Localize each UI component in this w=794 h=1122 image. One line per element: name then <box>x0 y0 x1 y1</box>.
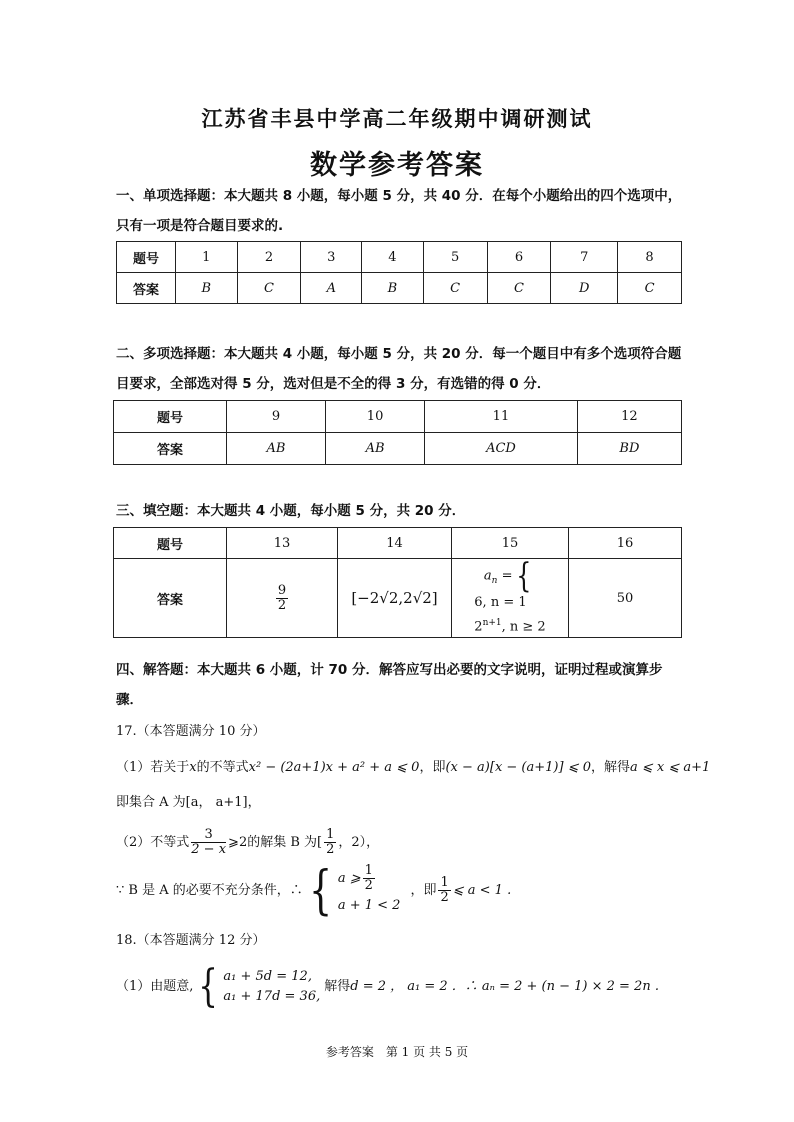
table-cell: 10 <box>326 401 425 433</box>
table-cell: 答案 <box>114 559 227 638</box>
fraction-denominator: 2 <box>364 877 373 893</box>
q18-p1-solve: 解得 <box>324 979 351 994</box>
piecewise-cases <box>474 593 545 637</box>
case-2-base: 2 <box>474 619 483 635</box>
table-cell: C <box>423 273 487 304</box>
left-brace: { <box>516 556 532 596</box>
q17-p4-prefix: ∵ B 是 A 的必要不充分条件，∴ <box>116 883 303 898</box>
table-cell: [−2√2,2√2] <box>338 559 452 638</box>
condition-1-lhs: a ⩾ <box>337 870 361 886</box>
q17-part2 <box>116 826 706 860</box>
table-cell: C <box>237 273 301 304</box>
condition-1-fraction <box>363 864 375 893</box>
q17-part1 <box>116 758 711 778</box>
equation-2: a₁ + 17d = 36, <box>223 988 321 1004</box>
q18-heading: 18.（本答题满分 12 分） <box>116 933 266 948</box>
q18-p1-prefix: （1）由题意, <box>116 979 194 994</box>
section1-heading <box>116 181 686 241</box>
table-cell: 题号 <box>114 401 227 433</box>
table-cell: C <box>487 273 551 304</box>
table-cell <box>227 559 338 638</box>
section2-line2: 目要求，全部选对得 5 分，选对但是不全的得 3 分，有选错的得 0 分． <box>116 376 551 392</box>
equals-sign: = <box>501 568 513 584</box>
section4-line2: 骤． <box>116 692 143 708</box>
fraction-numerator: 3 <box>191 828 226 843</box>
q17-p4-system <box>338 864 401 918</box>
q17-p1-x: x <box>189 760 197 775</box>
table-cell: 题号 <box>114 528 227 559</box>
q17-p3-end: ，2）， <box>338 835 380 850</box>
q18-p1-result: d = 2 ， a₁ = 2 ．∴ aₙ = 2 + (n − 1) × 2 = 2n . <box>350 979 659 994</box>
fraction-numerator: 1 <box>364 862 373 878</box>
table-row <box>114 559 682 638</box>
table-cell: AB <box>227 433 326 465</box>
q17-conclusion <box>116 862 706 920</box>
sequence-subscript: n <box>491 576 498 587</box>
q17-p1-prefix: （1）若关于 <box>116 760 190 775</box>
answer-13-fraction <box>276 584 288 613</box>
table-cell: 13 <box>227 528 338 559</box>
table-cell: BD <box>577 433 681 465</box>
sequence-symbol: a <box>483 568 492 584</box>
q17-p3-mid: 的解集 B 为[ <box>247 835 323 850</box>
q17-p3-fraction <box>191 828 226 857</box>
table-cell: 15 <box>452 528 569 559</box>
table-cell: 11 <box>425 401 578 433</box>
fraction-denominator: 2 <box>326 842 335 857</box>
table-row <box>117 242 682 273</box>
table-cell: 1 <box>176 242 238 273</box>
table-cell: D <box>551 273 618 304</box>
table-cell: 2 <box>237 242 301 273</box>
table-cell: B <box>362 273 424 304</box>
section3-line1: 三、填空题：本大题共 4 小题，每小题 5 分，共 20 分． <box>116 503 466 519</box>
table-cell: 14 <box>338 528 452 559</box>
q17-p1-solve: ，解得 <box>591 760 631 775</box>
table-row <box>114 433 682 465</box>
case-2-exponent: n+1 <box>482 618 502 628</box>
table-cell: C <box>618 273 682 304</box>
table-cell: 7 <box>551 242 618 273</box>
table-cell: A <box>301 273 362 304</box>
section1-line2: 只有一项是符合题目要求的. <box>116 218 284 234</box>
equation-1: a₁ + 5d = 12, <box>223 968 312 984</box>
left-brace: { <box>308 860 332 921</box>
table-cell: AB <box>326 433 425 465</box>
section2-line1: 二、多项选择题：本大题共 4 小题，每小题 5 分，共 20 分．每一个题目中有多个选项符合题 <box>116 346 682 362</box>
table-cell <box>452 556 569 638</box>
fraction-denominator: 2 <box>277 597 287 613</box>
case-2 <box>474 613 545 637</box>
q17-p3-prefix: （2）不等式 <box>116 835 190 850</box>
section3-heading <box>116 496 686 526</box>
table-row <box>117 273 682 304</box>
q17-p1-mid: 的不等式 <box>196 760 249 775</box>
section1-answer-table <box>116 241 682 304</box>
table-cell: 50 <box>569 559 682 638</box>
table-row <box>114 401 682 433</box>
page-footer: 参考答案 第 1 页 共 5 页 <box>325 1045 469 1059</box>
condition-2: a + 1 < 2 <box>337 897 401 913</box>
section1-line1: 一、单项选择题：本大题共 8 小题，每小题 5 分，共 40 分．在每个小题给出的四个选项中， <box>116 188 682 204</box>
table-cell: 答案 <box>114 433 227 465</box>
document-subtitle: 数学参考答案 <box>310 150 484 181</box>
table-cell: 8 <box>618 242 682 273</box>
table-cell: 3 <box>301 242 362 273</box>
document-title: 江苏省丰县中学高二年级期中调研测试 <box>201 106 593 131</box>
q17-part1-set: 即集合 A 为[a， a+1]， <box>116 795 261 810</box>
condition-1 <box>338 864 401 894</box>
q17-p1-result: a ⩽ x ⩽ a+1 <box>630 760 711 775</box>
q17-p3-half <box>324 828 336 857</box>
table-cell: 题号 <box>117 242 176 273</box>
q17-p3-geq: ⩾2 <box>228 835 248 850</box>
q17-p1-then: ，即 <box>419 760 446 775</box>
q17-p4-fraction <box>438 876 450 905</box>
section4-line1: 四、解答题：本大题共 6 小题，计 70 分．解答应写出必要的文字说明，证明过程或演算步 <box>116 662 663 678</box>
fraction-denominator: 2 − x <box>191 842 227 857</box>
table-cell: 9 <box>227 401 326 433</box>
section3-answer-table <box>113 527 682 638</box>
table-cell: 6 <box>487 242 551 273</box>
left-brace: { <box>198 960 219 1012</box>
table-cell: 答案 <box>117 273 176 304</box>
q18-p1-system <box>223 967 320 1007</box>
q18-part1 <box>116 962 706 1012</box>
section2-answer-table <box>113 400 682 465</box>
table-cell: 5 <box>423 242 487 273</box>
section2-heading <box>116 339 686 399</box>
table-cell: ACD <box>425 433 578 465</box>
table-cell: 12 <box>577 401 681 433</box>
table-cell: B <box>176 273 238 304</box>
q17-heading: 17.（本答题满分 10 分） <box>116 724 266 739</box>
case-2-condition: , n ≥ 2 <box>501 619 546 635</box>
table-row <box>114 528 682 559</box>
fraction-numerator: 9 <box>277 582 287 598</box>
case-1: 6, n = 1 <box>474 595 527 610</box>
q17-p1-factored: (x − a)[x − (a+1)] ⩽ 0 <box>445 760 591 775</box>
q17-p4-then: ，即 <box>410 883 437 898</box>
q17-p4-end: ⩽ a < 1 . <box>452 883 512 898</box>
q17-p1-inequality: x² − (2a+1)x + a² + a ⩽ 0 <box>248 760 420 775</box>
fraction-denominator: 2 <box>440 890 449 905</box>
table-cell: 16 <box>569 528 682 559</box>
table-cell: 4 <box>362 242 424 273</box>
section4-heading <box>116 655 686 715</box>
fraction-numerator: 1 <box>326 827 335 842</box>
fraction-numerator: 1 <box>440 875 449 890</box>
